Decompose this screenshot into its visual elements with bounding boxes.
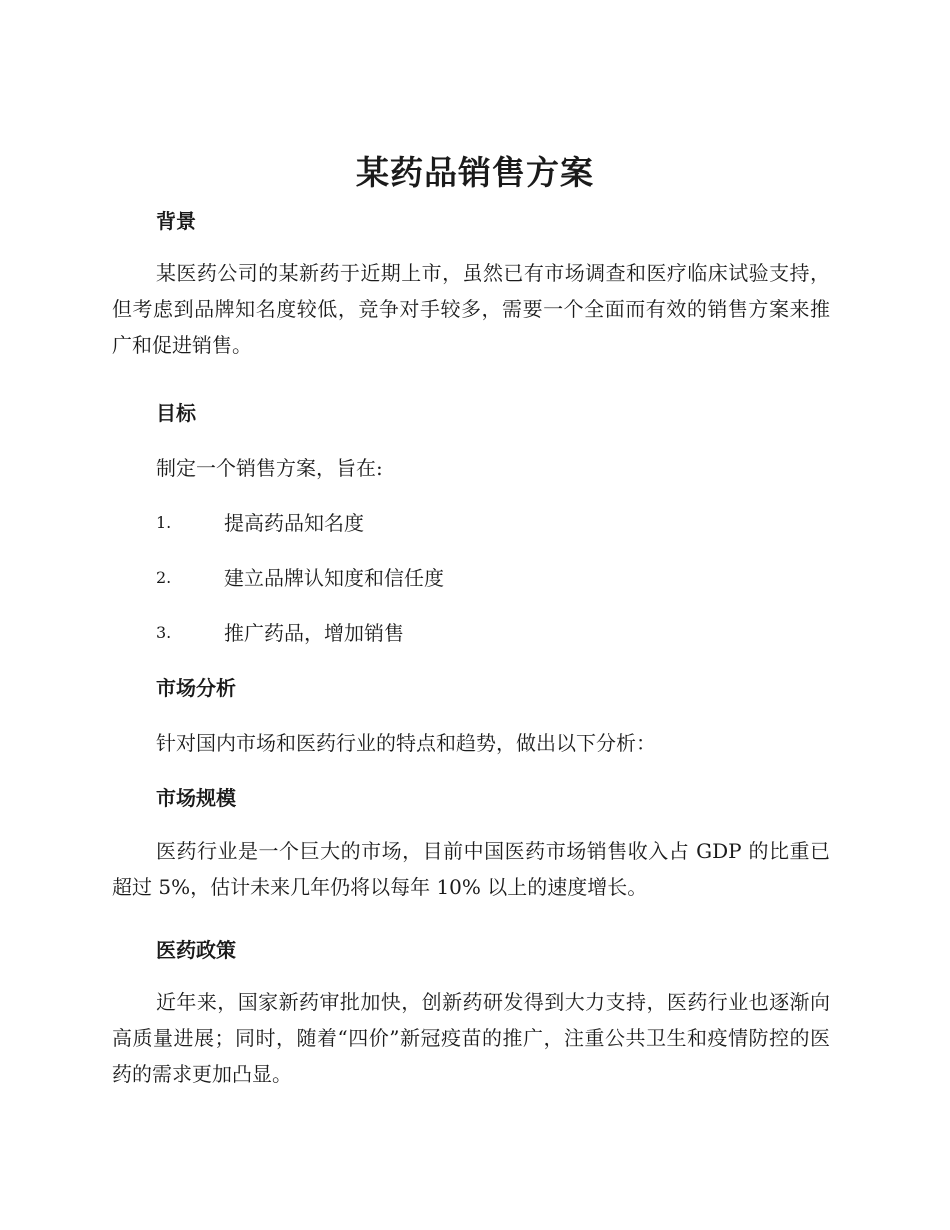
list-item: 提高药品知名度 — [224, 511, 364, 535]
paragraph-background: 某医药公司的某新药于近期上市，虽然已有市场调查和医疗临床试验支持，但考虑到品牌知名度较低，竞争对手较多，需要一个全面而有效的销售方案来推广和促进销售。 — [112, 261, 830, 357]
paragraph-market-size: 医药行业是一个巨大的市场，目前中国医药市场销售收入占 GDP 的比重已超过 5%，估计未来几年仍将以每年 10% 以上的速度增长。 — [112, 839, 830, 899]
list-item-number: 3. — [156, 623, 172, 642]
heading-goal: 目标 — [156, 401, 196, 425]
list-item: 建立品牌认知度和信任度 — [224, 566, 444, 590]
goal-intro: 制定一个销售方案，旨在: — [156, 456, 383, 480]
heading-market-analysis: 市场分析 — [156, 676, 236, 700]
list-item-number: 1. — [156, 513, 172, 532]
heading-market-size: 市场规模 — [156, 786, 236, 810]
market-analysis-text: 针对国内市场和医药行业的特点和趋势，做出以下分析： — [156, 731, 656, 755]
heading-policy: 医药政策 — [156, 938, 236, 962]
paragraph-policy: 近年来，国家新药审批加快，创新药研发得到大力支持，医药行业也逐渐向高质量进展；同时，随着“四价”新冠疫苗的推广，注重公共卫生和疫情防控的医药的需求更加凸显。 — [112, 990, 830, 1086]
document-title: 某药品销售方案 — [356, 153, 594, 192]
heading-background: 背景 — [156, 209, 196, 233]
list-item: 推广药品，增加销售 — [224, 621, 404, 645]
list-item-number: 2. — [156, 568, 172, 587]
